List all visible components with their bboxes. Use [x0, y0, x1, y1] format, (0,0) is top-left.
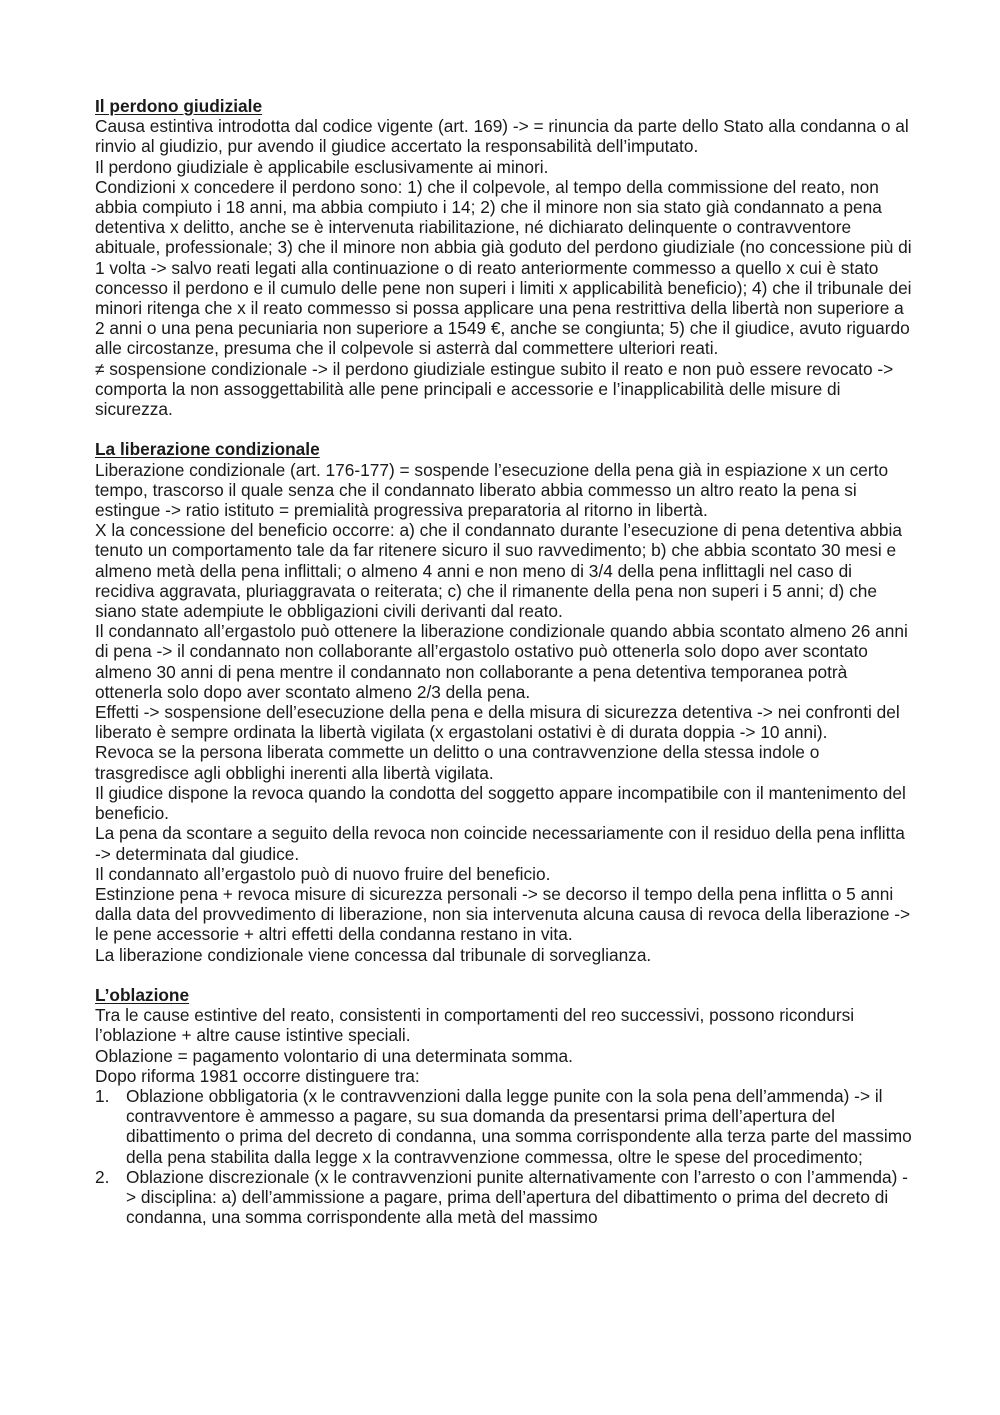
document-page: [95, 96, 915, 1227]
paragraph: ≠ sospensione condizionale -> il perdono giudiziale estingue subito il reato e non può essere revocato -> comporta la non assoggettabilità alle pene principali e accessorie e l’inapplicabilità delle misure di sicurezza.: [95, 358, 894, 420]
section-title: Il perdono giudiziale: [95, 96, 263, 116]
numbered-list: [95, 1086, 915, 1227]
list-item-text: Oblazione obbligatoria (x le contravvenzioni dalla legge punite con la sola pena dell’ammenda) -> il contravventore è ammesso a pagare, su sua domanda da presentarsi prima dell’apertura del dibattimento o prima del decreto di condanna, una somma corrispondente alla terza parte del massimo della pena stabilita dalla legge x la contravvenzione commessa, oltre le spese del procedimento;: [126, 1085, 912, 1167]
paragraph: Liberazione condizionale (art. 176-177) = sospende l’esecuzione della pena già in espiazione x un certo tempo, trascorso il quale senza che il condannato liberato abbia commesso un altro reato la pena si estingue -> ratio istituto = premialità progressiva preparatoria al ritorno in libertà.: [95, 459, 889, 521]
paragraph: Il giudice dispone la revoca quando la condotta del soggetto appare incompatibile con il mantenimento del beneficio.: [95, 782, 906, 824]
list-item: [95, 1086, 915, 1167]
paragraph: Oblazione = pagamento volontario di una determinata somma.: [95, 1045, 573, 1066]
section-oblazione: [95, 985, 915, 1227]
section-liberazione-condizionale: [95, 439, 915, 964]
paragraph: Estinzione pena + revoca misure di sicurezza personali -> se decorso il tempo della pena inflitta o 5 anni dalla data del provvedimento di liberazione, non sia intervenuta alcuna causa di revoca della liberazione -> le pene accessorie + altri effetti della condanna restano in vita.: [95, 883, 911, 945]
paragraph: Il condannato all’ergastolo può di nuovo fruire del beneficio.: [95, 863, 551, 884]
paragraph: La liberazione condizionale viene concessa dal tribunale di sorveglianza.: [95, 944, 652, 965]
paragraph: X la concessione del beneficio occorre: a) che il condannato durante l’esecuzione di pena detentiva abbia tenuto un comportamento tale da far ritenere sicuro il suo ravvedimento; b) che abbia scontato 30 mesi e almeno metà della pena inflittali; o almeno 4 anni e non meno di 3/4 della pena inflittagli nel caso di recidiva aggravata, pluriaggravata o reiterata; c) che il rimanente della pena non superi i 5 anni; d) che siano state adempiute le obbligazioni civili derivanti dal reato.: [95, 520, 902, 622]
section-title: L’oblazione: [95, 984, 190, 1005]
list-item-text: Oblazione discrezionale (x le contravvenzioni punite alternativamente con l’arresto o con l’ammenda) -> disciplina: a) dell’ammissione a pagare, prima dell’apertura del dibattimento o prima del decreto di condanna, una somma corrispondente alla metà del massimo: [126, 1166, 908, 1228]
list-item-number: 2.: [95, 1166, 110, 1187]
paragraph: Il perdono giudiziale è applicabile esclusivamente ai minori.: [95, 156, 549, 177]
paragraph: Il condannato all’ergastolo può ottenere la liberazione condizionale quando abbia scontato almeno 26 anni di pena -> il condannato non collaborante all’ergastolo ostativo può ottenerla solo dopo aver scontato almeno 30 anni di pena mentre il condannato non collaborante a pena detentiva temporanea potrà ottenerla solo dopo aver scontato almeno 2/3 della pena.: [95, 621, 908, 702]
list-item: [95, 1167, 915, 1228]
paragraph: Tra le cause estintive del reato, consistenti in comportamenti del reo successivi, possono ricondursi l’oblazione + altre cause istintive speciali.: [95, 1005, 855, 1046]
section-title: La liberazione condizionale: [95, 439, 320, 460]
paragraph: Effetti -> sospensione dell’esecuzione della pena e della misura di sicurezza detentiva -> nei confronti del liberato è sempre ordinata la libertà vigilata (x ergastolani ostativi è di durata doppia -> 10 anni).: [95, 702, 900, 743]
paragraph: Causa estintiva introdotta dal codice vigente (art. 169) -> = rinuncia da parte dello Stato alla condanna o al rinvio al giudizio, pur avendo il giudice accertato la responsabilità dell’imputato.: [95, 116, 909, 157]
section-spacer: [95, 965, 915, 985]
paragraph: Revoca se la persona liberata commette un delitto o una contravvenzione della stessa indole o trasgredisce agli obblighi inerenti alla libertà vigilata.: [95, 742, 820, 783]
section-spacer: [95, 419, 915, 439]
list-item-number: 1.: [95, 1085, 110, 1106]
paragraph: Dopo riforma 1981 occorre distinguere tra:: [95, 1065, 420, 1086]
section-perdono-giudiziale: [95, 96, 915, 419]
paragraph: Condizioni x concedere il perdono sono: 1) che il colpevole, al tempo della commissione del reato, non abbia compiuto i 18 anni, ma abbia compiuto i 14; 2) che il minore non sia stato già condannato a pena detentiva x delitto, anche se è intervenuta riabilitazione, né dichiarato delinquente o contravventore abituale, professionale; 3) che il minore non abbia già goduto del perdono giudiziale (no concessione più di 1 volta -> salvo reati legati alla continuazione o di reato anteriormente commesso a quello x cui è stato concesso il perdono e il cumulo delle pene non superi i limiti x applicabilità beneficio); 4) che il tribunale dei minori ritenga che x il reato commesso si possa applicare una pena restrittiva della libertà non superiore a 2 anni o una pena pecuniaria non superiore a 1549 €, anche se congiunta; 5) che il giudice, avuto riguardo alle circostanze, presuma che il colpevole si asterrà dal commettere ulteriori reati.: [95, 176, 912, 359]
paragraph: La pena da scontare a seguito della revoca non coincide necessariamente con il residuo della pena inflitta -> determinata dal giudice.: [95, 823, 905, 864]
